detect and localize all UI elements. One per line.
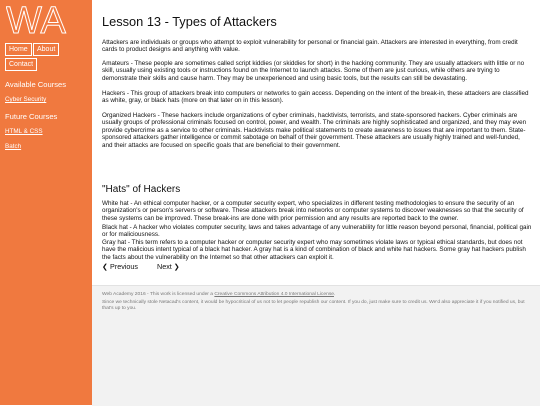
course-link-html-css[interactable]: HTML & CSS [5,128,43,135]
course-link-batch[interactable]: Batch [5,143,22,150]
sidebar [0,0,92,405]
black-hat-paragraph: Black hat - A hacker who violates computer security, laws and takes advantage of any vulnerability for little reason beyond personal, financial, political gain or for maliciousness. [102,224,532,239]
site-logo[interactable] [6,2,86,38]
amateurs-paragraph: Amateurs - These people are sometimes called script kiddies (or skiddies for short) in the hacking community. They are usually attackers with little or no skill, usually using existing tools or instructions found on the Internet to launch attacks. Some of them are just curious, while others are trying to demonstrate their skills and cause harm. They may be unexperienced and using basic tools, but the results can still be devastating. [102,60,525,82]
footer-copyright-suffix: . [334,292,336,297]
organized-hackers-paragraph: Organized Hackers - These hackers include organizations of cyber criminals, hacktivists, terrorists, and state-sponsored hackers. Cyber criminals are usually groups of professional criminals focused on control, power, and wealth. The criminals are highly sophisticated and organized, and they may even provide cybercrime as a service to other criminals. Hacktivists make political statements to create awareness to issues that are important to them. State-sponsored attackers gather intelligence or commit sabotage on behalf of their government. These attackers are usually highly trained and well-funded, and their attacks are focused on specific goals that are beneficial to their government. [102,112,527,149]
nav-contact-button[interactable]: Contact [5,58,37,71]
hackers-paragraph: Hackers - This group of attackers break into computers or networks to gain access. Depending on the intent of the break-in, these attackers are classified as white, gray, or black hats (more on that later on in this lesson). [102,90,529,105]
course-link-cyber-security[interactable]: Cyber Security [5,96,47,103]
previous-lesson-link[interactable]: ❮ Previous [102,262,138,271]
section-heading: "Hats" of Hackers [102,184,181,195]
footer-copyright-prefix: Web Academy 2016 - This work is licensed under a [102,292,215,297]
white-hat-paragraph: White hat - An ethical computer hacker, or a computer security expert, who specializes in different testing methodologies to ensure the security of an organization's or person's servers or software. These attackers break into networks or computer systems to discover weaknesses so that the security of these systems can be improved. These break-ins are done with prior permission and any results are reported back to the owner. [102,200,524,222]
future-courses-heading: Future Courses [5,112,58,121]
available-courses-heading: Available Courses [5,80,67,89]
footer-copyright [102,292,532,298]
footer [92,285,540,406]
license-link[interactable]: Creative Commons Attribution 4.0 International License [214,292,334,297]
footer-note: Since we technically stole Netacad's content, it would be hypocritical of us not to let people republish our content. If you do, just make sure to credit us. We'd also appreciate it if you notified us, but that's up to you. [102,300,525,312]
next-lesson-link[interactable]: Next ❯ [157,262,180,271]
page-title: Lesson 13 - Types of Attackers [102,14,277,29]
nav-home-button[interactable]: Home [5,43,32,56]
svg-text:WA: WA [6,2,66,38]
nav-about-button[interactable]: About [33,43,59,56]
intro-paragraph: Attackers are individuals or groups who attempt to exploit vulnerability for personal or financial gain. Attackers are interested in everything, from credit cards to product designs and anything with value. [102,39,518,54]
logo-wa-icon [6,2,86,38]
gray-hat-paragraph: Gray hat - This term refers to a computer hacker or computer security expert who may sometimes violate laws or typical ethical standards, but does not have the malicious intent typical of a black hat hacker. A gray hat is a kind of combination of black and white hat hackers. Some gray hat hackers publish the facts about the vulnerability on the Internet so that other attackers can exploit it. [102,239,526,261]
